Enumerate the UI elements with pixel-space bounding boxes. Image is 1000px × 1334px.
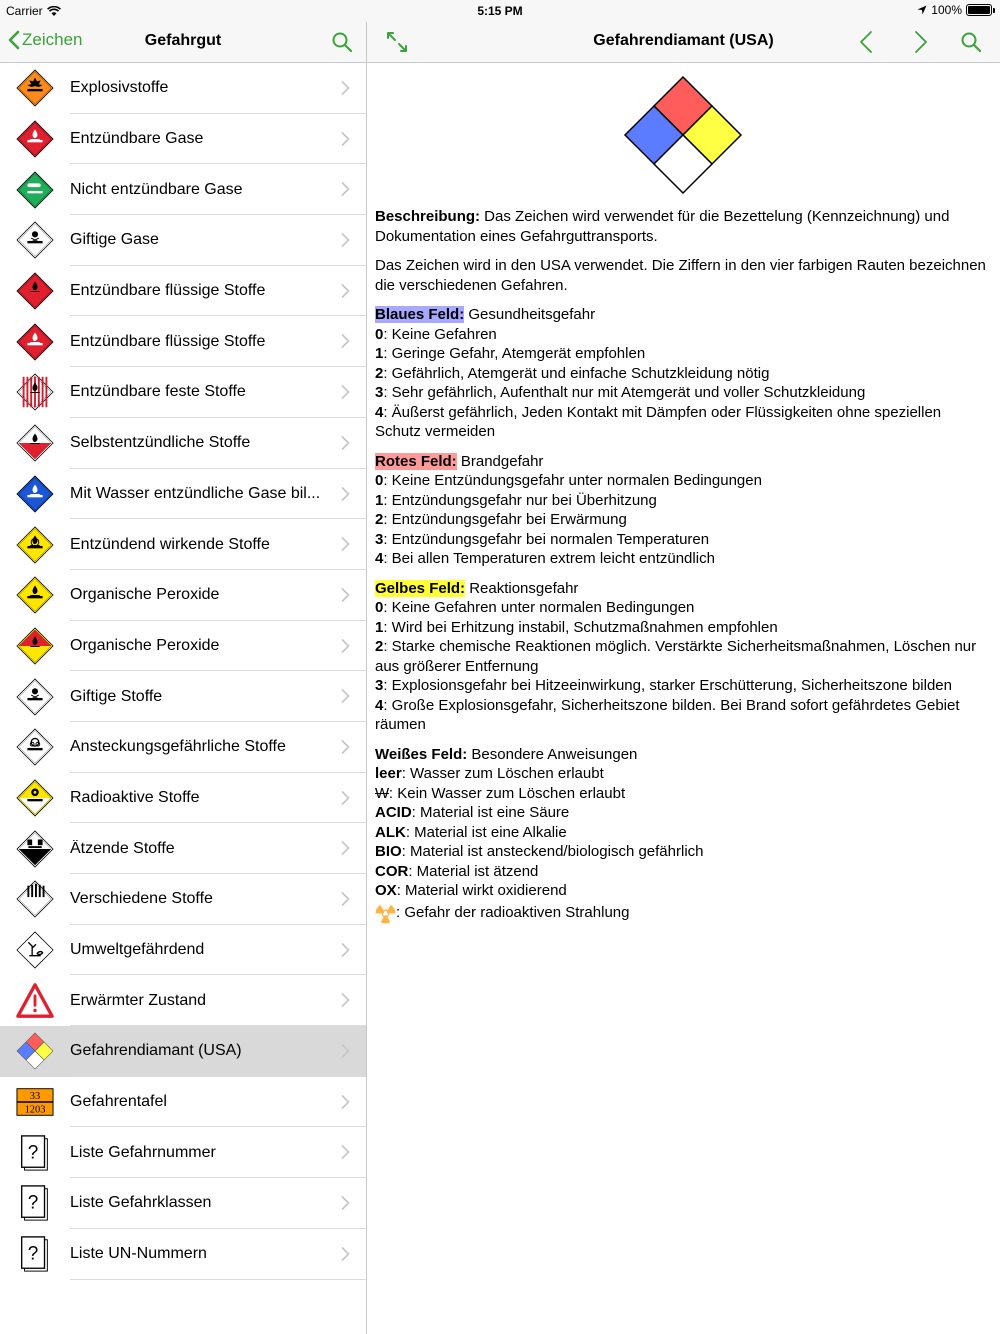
chevron-right-icon [341, 284, 350, 303]
usa-paragraph: Das Zeichen wird in den USA verwendet. Die Ziffern in den vier farbigen Rauten bezeichnen die verschiedenen Gefahren. [375, 257, 986, 294]
line-text: : Material wirkt oxidierend [396, 882, 567, 899]
list-item-label: Explosivstoffe [70, 79, 169, 97]
chevron-right-icon [341, 436, 350, 455]
chevron-right-icon [341, 1044, 350, 1063]
line-text: : Wird bei Erhitzung instabil, Schutzmaßnahmen empfohlen [383, 618, 778, 636]
list-item-label: Radioaktive Stoffe [70, 788, 200, 806]
white-field-line [375, 803, 990, 823]
blue-field-lines [375, 325, 990, 442]
chevron-right-icon [341, 892, 350, 911]
list-item[interactable] [0, 1229, 366, 1280]
infectious-placard-icon [15, 727, 55, 767]
list-item[interactable] [0, 63, 366, 114]
line-text: : Gefährlich, Atemgerät und einfache Schutzkleidung nötig [383, 364, 770, 382]
blue-field-label: Blaues Feld: [375, 306, 465, 323]
line-text: : Äußerst gefährlich, Jeden Kontakt mit Dämpfen oder Flüssigkeiten ohne speziellen Schutz vermeiden [375, 403, 942, 440]
question-document-icon [15, 1183, 55, 1223]
list-item[interactable] [0, 621, 366, 672]
blue-field-line [375, 403, 990, 442]
red-field-line [375, 549, 990, 569]
list-item[interactable] [0, 164, 366, 215]
red-field-line [375, 491, 990, 511]
line-text: : Material ist ansteckend/biologisch gefährlich [401, 843, 704, 860]
list-item-label: Entzündbare flüssige Stoffe [70, 282, 266, 300]
oxidizer-placard-icon [15, 525, 55, 565]
list-item[interactable] [0, 1026, 366, 1077]
line-key: 4 [375, 550, 384, 567]
line-text: : Keine Gefahren [383, 325, 497, 343]
question-document-icon [15, 1133, 55, 1173]
description-text: Das Zeichen wird verwendet für die Bezettelung (Kennzeichnung) und Dokumentation eines Gefahrguttransports. [375, 208, 950, 245]
line-text: : Keine Entzündungsgefahr unter normalen Bedingungen [383, 472, 762, 489]
red-field-line [375, 530, 990, 550]
svg-text:?: ? [27, 1243, 39, 1265]
non-flammable-gas-placard-icon [15, 170, 55, 210]
yellow-field-section [375, 579, 990, 735]
chevron-right-icon [341, 1247, 350, 1266]
chevron-right-icon [341, 639, 350, 658]
line-text: : Keine Gefahren unter normalen Bedingungen [383, 599, 695, 616]
carrier-label: Carrier [6, 4, 43, 18]
list-item[interactable] [0, 418, 366, 469]
line-text: : Explosionsgefahr bei Hitzeeinwirkung, starker Erschütterung, Sicherheitszone bilden [383, 677, 952, 694]
chevron-right-icon [341, 791, 350, 810]
list-item-label: Entzündbare feste Stoffe [70, 383, 246, 401]
poison-gas-placard-icon [15, 220, 55, 260]
master-title: Gefahrgut [144, 32, 222, 49]
line-text: : Große Explosionsgefahr, Sicherheitszone bilden. Bei Brand sofort gefährdetes Gebiet räumen [375, 696, 960, 733]
detail-content [367, 63, 1000, 924]
chevron-right-icon [341, 385, 350, 404]
list-item-label: Nicht entzündbare Gase [70, 180, 243, 198]
line-text: : Material ist ätzend [408, 862, 539, 880]
list-item[interactable] [0, 469, 366, 520]
line-key: ALK [375, 823, 406, 841]
chevron-right-icon [341, 1095, 350, 1114]
list-item[interactable] [0, 114, 366, 165]
detail-pane [367, 22, 1000, 1334]
chevron-right-icon [341, 81, 350, 100]
status-time: 5:15 PM [477, 4, 523, 18]
master-pane [0, 22, 366, 1334]
flammable-gas-placard-icon [15, 119, 55, 159]
chevron-right-icon [341, 233, 350, 252]
chevron-right-icon [341, 487, 350, 506]
radiation-icon [375, 903, 396, 924]
list-item[interactable] [0, 671, 366, 722]
chevron-right-icon [341, 334, 350, 353]
line-key: 3 [375, 677, 384, 694]
list-item-label: Verschiedene Stoffe [70, 890, 213, 908]
status-bar [0, 0, 1000, 22]
chevron-right-icon [341, 588, 350, 607]
line-key: W [375, 784, 389, 802]
chevron-right-icon [341, 1145, 350, 1164]
previous-arrow-icon[interactable] [855, 30, 879, 54]
chevron-right-icon [341, 841, 350, 860]
row-separator [70, 1279, 366, 1280]
chevron-right-icon [341, 740, 350, 759]
dangerous-when-wet-placard-icon [15, 474, 55, 514]
search-icon[interactable] [330, 30, 354, 54]
master-navbar [0, 22, 366, 63]
radiation-text: : Gefahr der radioaktiven Strahlung [396, 904, 630, 922]
radiation-line [375, 903, 990, 924]
nfpa-diamond-icon [15, 1031, 55, 1071]
white-field-lines [375, 764, 990, 901]
line-text: : Entzündungsgefahr nur bei Überhitzung [383, 491, 657, 509]
list-item-label: Ansteckungsgefährliche Stoffe [70, 738, 286, 756]
back-button-label: Zeichen [22, 30, 83, 49]
description-label: Beschreibung: [375, 208, 481, 225]
blue-field-section [375, 305, 990, 442]
svg-text:1203: 1203 [24, 1104, 46, 1116]
chevron-right-icon [341, 537, 350, 556]
line-text: : Material ist eine Säure [411, 804, 570, 821]
line-key: 1 [375, 345, 384, 362]
location-arrow-icon [917, 5, 927, 15]
description-paragraph [375, 207, 990, 246]
chevron-right-icon [341, 132, 350, 151]
white-field-line [375, 842, 990, 862]
yellow-field-line [375, 676, 990, 696]
list-item-label: Entzündbare flüssige Stoffe [70, 332, 266, 350]
status-right [917, 3, 992, 17]
svg-text:?: ? [27, 1193, 39, 1215]
chevron-right-icon [341, 1196, 350, 1215]
explosives-placard-icon [15, 68, 55, 108]
list-item-label: Giftige Gase [70, 231, 159, 249]
yellow-field-lines [375, 598, 990, 735]
line-text: : Material ist eine Alkalie [405, 823, 567, 841]
elevated-temperature-icon [15, 981, 55, 1021]
white-field-line [375, 862, 990, 882]
line-key: 4 [375, 696, 384, 714]
corrosive-placard-icon [15, 829, 55, 869]
svg-text:33: 33 [29, 1091, 41, 1103]
miscellaneous-placard-icon [15, 879, 55, 919]
nfpa-diamond-image [623, 75, 743, 195]
line-text: : Entzündungsgefahr bei normalen Temperaturen [383, 530, 710, 548]
line-key: 0 [375, 325, 384, 343]
red-field-line [375, 510, 990, 530]
line-key: 3 [375, 384, 384, 401]
yellow-field-line [375, 637, 990, 676]
hazard-list [0, 63, 366, 1280]
list-item[interactable] [0, 1178, 366, 1229]
list-item[interactable] [0, 570, 366, 621]
list-item[interactable] [0, 519, 366, 570]
yellow-field-title: Reaktionsgefahr [465, 579, 579, 597]
line-key: 2 [375, 511, 384, 528]
flammable-liquid-placard-icon [15, 271, 55, 311]
line-key: ACID [375, 804, 412, 821]
environmental-hazard-icon [15, 930, 55, 970]
line-key: 3 [375, 530, 384, 548]
list-item-label: Organische Peroxide [70, 636, 220, 654]
list-item-label: Ätzende Stoffe [70, 839, 175, 857]
list-item-label: Erwärmter Zustand [70, 991, 207, 1009]
yellow-field-line [375, 598, 990, 618]
list-item[interactable] [0, 874, 366, 925]
red-field-title: Brandgefahr [456, 452, 544, 470]
organic-peroxide-red-placard-icon [15, 626, 55, 666]
detail-search-icon[interactable] [959, 30, 983, 54]
line-text: : Geringe Gefahr, Atemgerät empfohlen [383, 345, 646, 362]
list-item-label: Entzündbare Gase [70, 130, 204, 148]
line-text: : Sehr gefährlich, Aufenthalt nur mit Atemgerät und voller Schutzkleidung [383, 384, 866, 401]
red-field-label: Rotes Feld: [375, 452, 457, 470]
red-field-section [375, 452, 990, 569]
yellow-field-line [375, 618, 990, 638]
poison-placard-icon [15, 677, 55, 717]
list-item[interactable] [0, 975, 366, 1026]
flammable-solid-placard-icon [15, 372, 55, 412]
list-item-label: Liste UN-Nummern [70, 1245, 207, 1263]
yellow-field-line [375, 696, 990, 735]
list-item[interactable] [0, 367, 366, 418]
list-item[interactable] [0, 266, 366, 317]
chevron-right-icon [341, 943, 350, 962]
organic-peroxide-placard-icon [15, 575, 55, 615]
yellow-field-label: Gelbes Feld: [375, 579, 466, 597]
list-item-label: Mit Wasser entzündliche Gase bil... [70, 484, 321, 502]
list-item[interactable] [0, 215, 366, 266]
list-item[interactable] [0, 1127, 366, 1178]
list-item-label: Giftige Stoffe [70, 687, 163, 705]
detail-title: Gefahrendiamant (USA) [593, 32, 774, 49]
line-key: COR [375, 862, 409, 880]
list-item[interactable] [0, 823, 366, 874]
list-item-label: Liste Gefahrnummer [70, 1143, 216, 1161]
list-item-label: Liste Gefahrklassen [70, 1194, 212, 1212]
blue-field-line [375, 344, 990, 364]
line-text: : Kein Wasser zum Löschen erlaubt [388, 784, 626, 802]
chevron-right-icon [341, 993, 350, 1012]
line-key: OX [375, 882, 397, 899]
line-text: : Bei allen Temperaturen extrem leicht entzündlich [383, 550, 715, 567]
list-item[interactable] [0, 925, 366, 976]
white-field-section [375, 745, 990, 924]
list-item-label: Umweltgefährdend [70, 941, 205, 959]
white-field-label: Weißes Feld: [375, 745, 468, 763]
line-text: : Wasser zum Löschen erlaubt [401, 765, 604, 782]
list-item[interactable] [0, 773, 366, 824]
question-document-icon [15, 1234, 55, 1274]
red-field-line [375, 471, 990, 491]
next-arrow-icon[interactable] [908, 30, 932, 54]
battery-percent: 100% [931, 3, 962, 17]
line-text: : Entzündungsgefahr bei Erwärmung [383, 511, 627, 528]
line-key: 2 [375, 638, 384, 655]
white-field-line [375, 823, 990, 843]
list-item-label: Entzündend wirkende Stoffe [70, 535, 270, 553]
svg-text:?: ? [27, 1142, 39, 1164]
hazard-plate-icon [15, 1082, 55, 1122]
chevron-right-icon [341, 182, 350, 201]
blue-field-line [375, 383, 990, 403]
list-item-label: Gefahrentafel [70, 1093, 167, 1111]
line-key: 2 [375, 364, 384, 382]
detail-navbar [367, 22, 1000, 63]
list-item-label: Gefahrendiamant (USA) [70, 1042, 242, 1060]
red-field-lines [375, 471, 990, 569]
line-text: : Starke chemische Reaktionen möglich. Verstärkte Sicherheitsmaßnahmen, Löschen nur aus größerer Entfernung [375, 638, 977, 675]
line-key: 0 [375, 599, 384, 616]
line-key: 1 [375, 491, 384, 509]
list-item[interactable] [0, 722, 366, 773]
white-field-title: Besondere Anweisungen [467, 745, 638, 763]
line-key: leer [375, 765, 402, 782]
list-item-label: Organische Peroxide [70, 586, 220, 604]
line-key: 4 [375, 403, 384, 421]
blue-field-title: Gesundheitsgefahr [464, 306, 596, 323]
combustible-liquid-placard-icon [15, 322, 55, 362]
chevron-right-icon [341, 689, 350, 708]
battery-icon [966, 4, 992, 16]
line-key: 0 [375, 472, 384, 489]
white-field-line [375, 784, 990, 804]
white-field-line [375, 764, 990, 784]
line-key: BIO [375, 843, 402, 860]
line-key: 1 [375, 618, 384, 636]
radioactive-placard-icon [15, 778, 55, 818]
list-item[interactable] [0, 1077, 366, 1128]
list-item[interactable] [0, 316, 366, 367]
spontaneously-combustible-placard-icon [15, 423, 55, 463]
list-item-label: Selbstentzündliche Stoffe [70, 434, 251, 452]
blue-field-line [375, 325, 990, 345]
blue-field-line [375, 364, 990, 384]
white-field-line [375, 881, 990, 901]
